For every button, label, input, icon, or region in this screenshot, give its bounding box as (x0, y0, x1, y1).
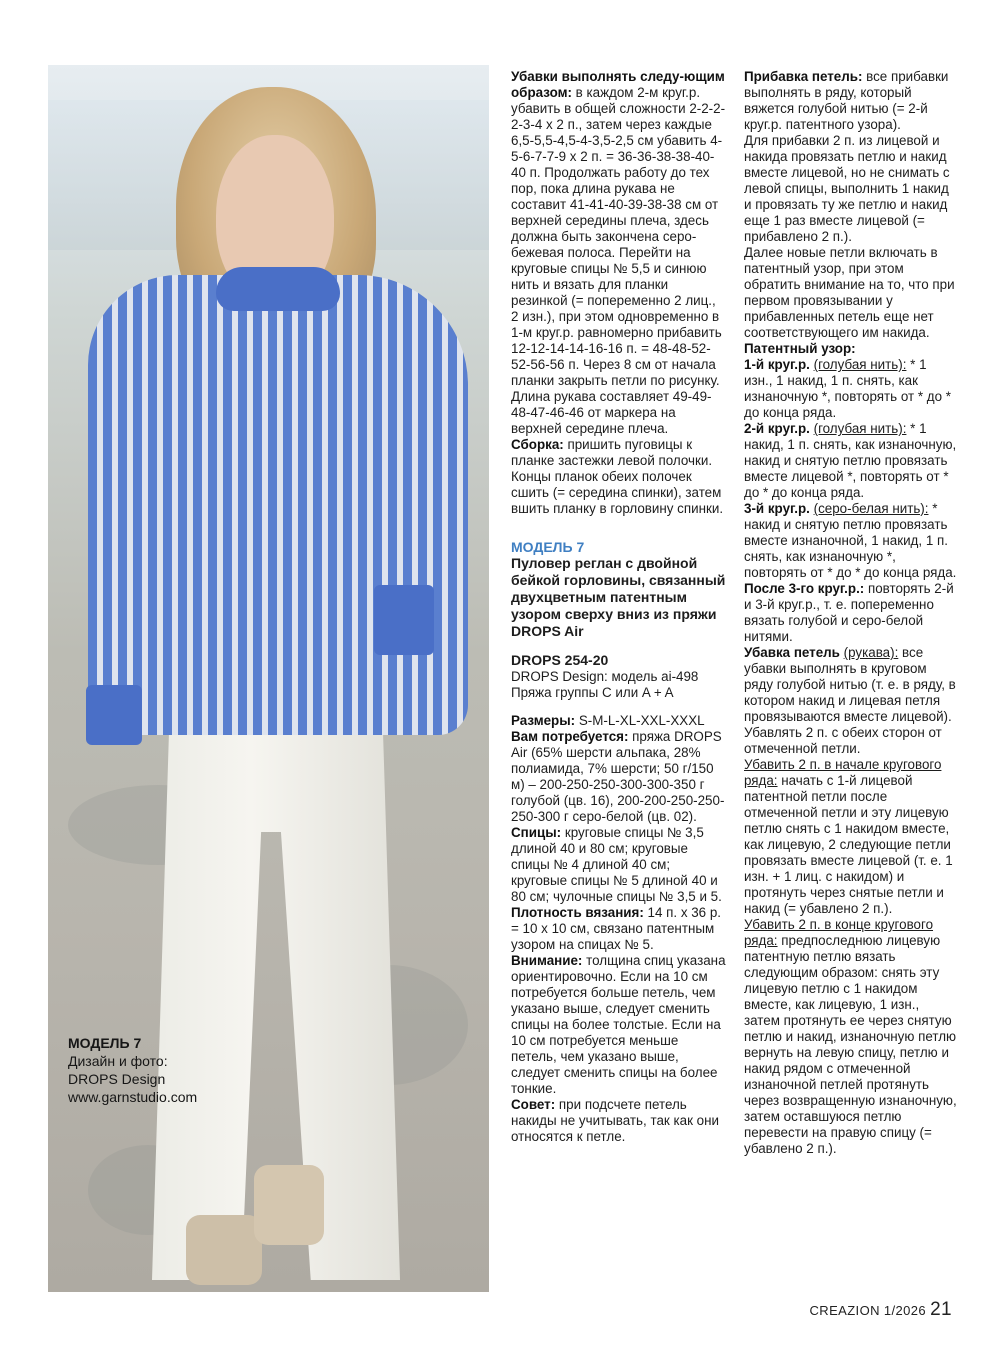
paragraph-text: все убавки выполнять в круговом ряду голубой нитью (т. е. в ряду, в котором накид и лицевая петля провязываются вместе лицевой). (744, 645, 956, 724)
pattern-row-3 (744, 501, 958, 581)
model-heading: МОДЕЛЬ 7 (511, 539, 585, 555)
pattern-after (744, 581, 958, 645)
caption-model: МОДЕЛЬ 7 (68, 1035, 142, 1051)
paragraph-text: начать с 1-й лицевой патентной петли после отмеченной петли и эту лицевую петлю снять с 1 накидом вместе, как лицевую, 2 следующие петли провязать вместе лицевой (т. е. 1 изн. + 1 лиц. с накидом) и протянуть через снятые петли и накид (= убавлено 2 п.). (744, 773, 953, 916)
heading-inline: 1-й круг.р. (744, 357, 810, 372)
underlined-text: (голубая нить): (813, 357, 907, 372)
paragraph-note (511, 953, 726, 1097)
caption-url: www.garnstudio.com (68, 1089, 198, 1105)
paragraph-text: все прибавки выполнять в ряду, который вяжется голубой нитью (= 2-й круг.р. патентного узора). (744, 69, 949, 132)
paragraph-text: при подсчете петель накиды не учитывать, так как они относятся к петле. (511, 1097, 719, 1144)
paragraph-text: 14 п. х 36 р. = 10 х 10 см, связано патентным узором на спицах № 5. (511, 905, 722, 952)
paragraph-text: пришить пуговицы к планке застежки левой полочки. Концы планок обеих полочек сшить (= середина спинки), затем вшить планку в горловину спинки. (511, 437, 724, 516)
paragraph-text: * 1 изн., 1 накид, 1 п. снять, как изнаночную *, повторять от * до * до конца ряда. (744, 357, 951, 420)
pattern-row-2 (744, 421, 958, 501)
caption-design: Дизайн и фото: (68, 1053, 168, 1069)
sweater-cuff-left (86, 685, 142, 745)
magazine-issue: CREAZION 1/2026 (809, 1303, 927, 1318)
heading-inline: После 3-го круг.р.: (744, 581, 865, 596)
text-column-2 (744, 69, 958, 1157)
paragraph-text: S-M-L-XL-XXL-XXXL (575, 713, 705, 728)
paragraph-needles (511, 825, 726, 905)
underlined-text: Убавить 2 п. в начале кругового ряда: (744, 757, 942, 788)
paragraph-increase-3: Далее новые петли включать в патентный узор, при этом обратить внимание на то, что при первом провязывании у прибавленных петель еще нет соответствующего им накида. (744, 245, 955, 340)
paragraph-text: круговые спицы № 3,5 длиной 40 и 80 см; круговые спицы № 4 длиной 40 см; круговые спицы № 5 длиной 40 и 80 см; чулочные спицы № 3,5 и 5. (511, 825, 722, 904)
sandal-right (254, 1165, 324, 1245)
sweater-cuff-right (374, 585, 434, 655)
paragraph-text: толщина спиц указана ориентировочно. Если на 10 см потребуется больше петель, чем указано выше, следует сменить спицы на более толстые. Если на 10 см потребуется меньше петель, чем указано выше, следует сменить спицы на более тонкие. (511, 953, 726, 1096)
heading-inline: Прибавка петель: (744, 69, 863, 84)
paragraph-text: предпоследнюю лицевую патентную петлю вязать следующим образом: снять эту лицевую петлю с 1 накидом вместе, как лицевую, 1 изн., затем протянуть ее через снятую петлю и накид, изнаночную петлю вернуть на левую спицу, петлю и накид рядом с отмеченной изнаночной петлей протянуть через возвращенную изнаночную, затем оставшуюся петлю перевести на правую спицу (= убавлено 2 п.). (744, 933, 957, 1156)
yarn-group: Пряжа группы C или A + A (511, 685, 674, 700)
heading-inline: Убавки выполнять следу-ющим образом: (511, 69, 725, 100)
paragraph-sizes (511, 713, 726, 729)
paragraph-materials (511, 729, 726, 825)
pattern-row-1 (744, 357, 958, 421)
pattern-heading (744, 341, 958, 357)
heading-inline: Внимание: (511, 953, 583, 968)
underlined-text: (рукава): (843, 645, 899, 660)
paragraph-tip (511, 1097, 726, 1145)
paragraph-decrease-sleeve (744, 645, 958, 725)
photo-caption (68, 1034, 197, 1106)
paragraph-decrease-end (744, 917, 958, 1157)
sandal-left (186, 1215, 262, 1285)
model-title: Пуловер реглан с двойной бейкой горловины, связанный двухцветным патентным узором сверху вниз из пряжи DROPS Air (511, 555, 726, 639)
paragraph-text: * накид и снятую петлю провязать вместе изнаночной, 1 накид, 1 п. снять, как изнаночную *, повторять от * до * до конца ряда. (744, 501, 957, 580)
paragraph-text: * 1 накид, 1 п. снять, как изнаночную, накид и снятую петлю провязать вместе лицевой *, повторять от * до * до конца ряда. (744, 421, 957, 500)
drops-code: DROPS 254-20 (511, 652, 609, 668)
paragraph-decrease-2: Убавлять 2 п. с обеих сторон от отмеченной петли. (744, 725, 942, 756)
underlined-text: (голубая нить): (813, 421, 907, 436)
paragraph-decrease-start (744, 757, 958, 917)
paragraph-text: пряжа DROPS Air (65% шерсти альпака, 28% полиамида, 7% шерсти; 50 г/150 м) – 200-250-250-300-300-350 г голубой (цв. 16), 200-200-250-250-250-300 г серо-белой (цв. 02). (511, 729, 725, 824)
heading-inline: Спицы: (511, 825, 562, 840)
sweater-collar (216, 267, 340, 311)
heading-inline: Убавка петель (744, 645, 840, 660)
model-photo (48, 65, 489, 1292)
heading-inline: 3-й круг.р. (744, 501, 810, 516)
drops-design: DROPS Design: модель ai-498 (511, 669, 699, 684)
heading-inline: Вам потребуется: (511, 729, 629, 744)
underlined-text: (серо-белая нить): (813, 501, 929, 516)
caption-brand: DROPS Design (68, 1071, 166, 1087)
paragraph-increase (744, 69, 958, 133)
underlined-text: Убавить 2 п. в конце кругового ряда: (744, 917, 934, 948)
heading-inline: Плотность вязания: (511, 905, 644, 920)
paragraph-text: повторять 2-й и 3-й круг.р., т. е. попеременно вязать голубой и серо-белой нитями. (744, 581, 954, 644)
heading-inline: Сборка: (511, 437, 564, 452)
text-column-1 (511, 69, 726, 1145)
paragraph-gauge (511, 905, 726, 953)
heading-inline: 2-й круг.р. (744, 421, 810, 436)
page-number: 21 (930, 1299, 952, 1320)
heading-inline: Совет: (511, 1097, 556, 1112)
paragraph-assembly (511, 437, 726, 517)
paragraph-decrease (511, 69, 726, 437)
paragraph-text: в каждом 2-м круг.р. убавить в общей сложности 2-2-2-2-3-4 х 2 п., затем через каждые 6,5-5,5-4,5-4-3,5-2,5 см убавить 4-5-6-7-7-9 х 2 п. = 36-36-38-38-40-40 п. Продолжать работу до тех пор, пока длина рукава не составит 41-41-40-39-38-38 см от верхней середины плеча, здесь должна быть закончена серо-бежевая полоса. Перейти на круговые спицы № 5,5 и синюю нить и вязать для планки резинкой (= попеременно 2 лиц., 2 изн.), при этом одновременно в 1-м круг.р. равномерно прибавить 12-12-14-14-16-16 п. = 48-48-52-52-56-56 п. Через 8 см от начала планки закрыть петли по рисунку. Длина рукава составляет 49-49-48-47-46-46 от маркера на верхней середине плеча. (511, 85, 726, 436)
heading-inline: Размеры: (511, 713, 576, 728)
heading-inline: Патентный узор: (744, 341, 856, 356)
paragraph-increase-2: Для прибавки 2 п. из лицевой и накида провязать петлю и накид вместе лицевой, но не снимать с левой спицы, выполнить 1 накид и провязать ту же петлю и накид еще 1 раз вместе лицевой (= прибавлено 2 п.). (744, 133, 950, 244)
blue-sweater (88, 275, 468, 735)
page-footer (810, 1299, 953, 1321)
